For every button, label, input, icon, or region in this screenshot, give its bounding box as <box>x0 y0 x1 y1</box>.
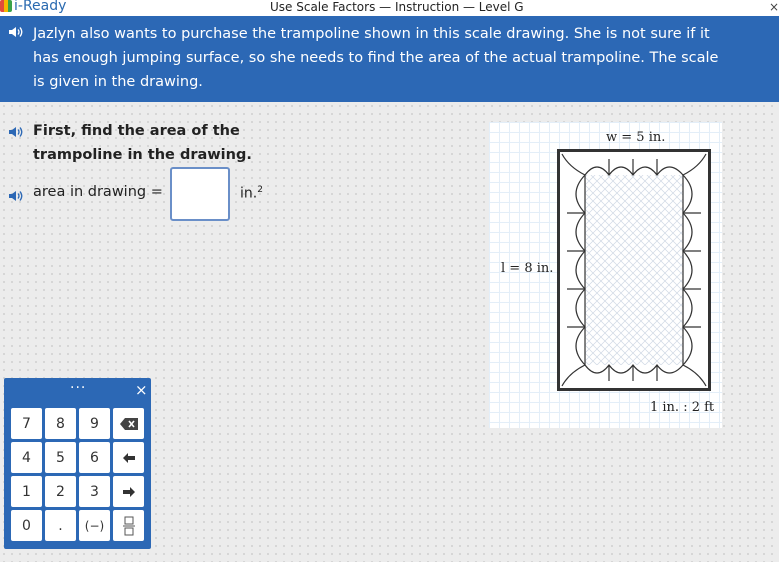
key-8[interactable]: 8 <box>45 408 76 439</box>
key-4[interactable]: 4 <box>11 442 42 473</box>
drag-handle-icon[interactable]: ··· <box>70 380 87 396</box>
key-1[interactable]: 1 <box>11 476 42 507</box>
speaker-icon[interactable] <box>8 126 24 138</box>
area-answer-input[interactable] <box>170 167 230 221</box>
cursor-right-key[interactable] <box>113 476 144 507</box>
keypad-header[interactable] <box>4 378 151 402</box>
keypad-close-button[interactable]: × <box>135 381 148 399</box>
key-0[interactable]: 0 <box>11 510 42 541</box>
lesson-title: Use Scale Factors — Instruction — Level G <box>270 0 524 14</box>
key-7[interactable]: 7 <box>11 408 42 439</box>
key-5[interactable]: 5 <box>45 442 76 473</box>
fraction-icon <box>123 516 135 536</box>
brand-name: i-Ready <box>14 0 67 14</box>
key-2[interactable]: 2 <box>45 476 76 507</box>
question-prompt: First, find the area of the trampoline in the drawing. <box>33 123 252 163</box>
unit-text: in. <box>240 185 258 202</box>
top-bar <box>0 0 779 16</box>
backspace-icon <box>120 418 138 430</box>
answer-label: area in drawing = <box>33 184 163 200</box>
arrow-left-icon <box>123 453 135 463</box>
instruction-banner <box>0 16 779 102</box>
answer-unit <box>240 185 263 202</box>
banner-text: Jazlyn also wants to purchase the trampoline shown in this scale drawing. She is not sure if it has enough jumping surface, so she needs to find the area of the actual trampoline. The scale is given in the drawing. <box>33 26 719 90</box>
close-lesson-button[interactable]: × <box>768 0 779 14</box>
iready-logo <box>0 0 66 14</box>
cursor-left-key[interactable] <box>113 442 144 473</box>
key-9[interactable]: 9 <box>79 408 110 439</box>
number-keypad <box>4 378 151 549</box>
speaker-icon[interactable] <box>8 26 24 38</box>
key-negative[interactable]: (−) <box>79 510 110 541</box>
backspace-key[interactable] <box>113 408 144 439</box>
arrow-right-icon <box>123 487 135 497</box>
key-6[interactable]: 6 <box>79 442 110 473</box>
speaker-icon[interactable] <box>8 190 24 202</box>
length-label: l = 8 in. <box>501 261 554 276</box>
fraction-key[interactable] <box>113 510 144 541</box>
key-decimal[interactable]: . <box>45 510 76 541</box>
unit-exponent: 2 <box>257 185 263 195</box>
trampoline-figure <box>557 149 711 391</box>
scale-label: 1 in. : 2 ft <box>650 400 715 415</box>
key-3[interactable]: 3 <box>79 476 110 507</box>
logo-mark-icon <box>0 0 12 12</box>
width-label: w = 5 in. <box>606 130 666 145</box>
